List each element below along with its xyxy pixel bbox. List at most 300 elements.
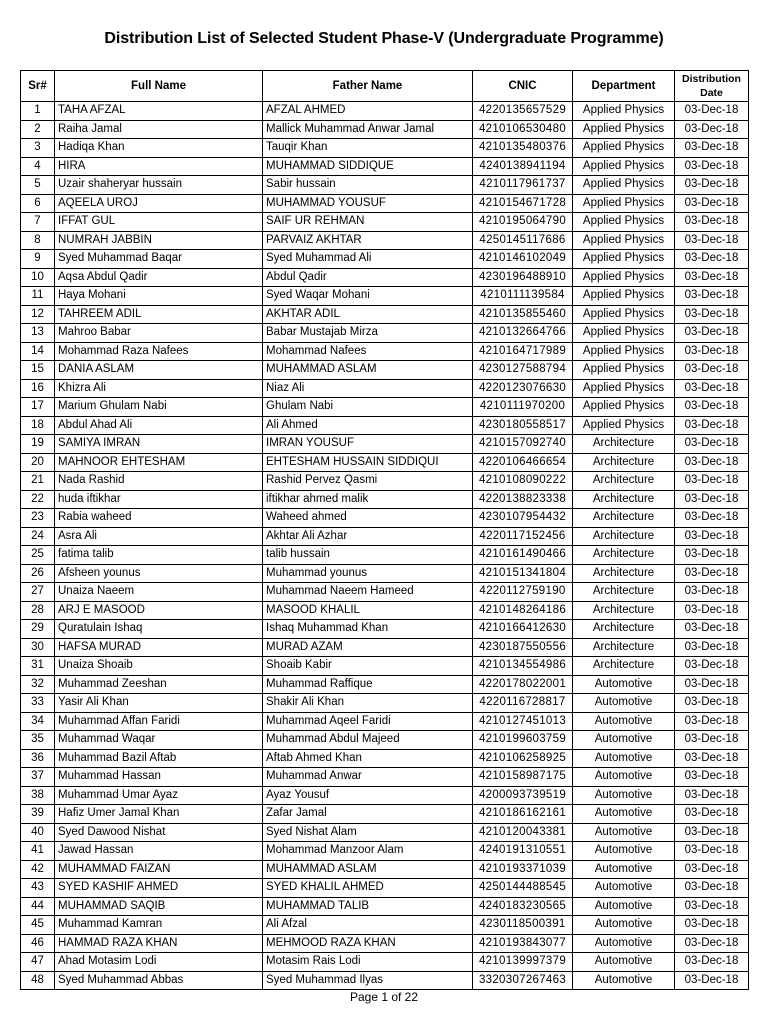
- cell-cnic: 4230107954432: [473, 509, 573, 528]
- table-row: [21, 601, 749, 620]
- cell-department: Applied Physics: [573, 324, 675, 343]
- cell-distribution-date: 03-Dec-18: [675, 823, 749, 842]
- cell-father-name: MUHAMMAD ASLAM: [263, 860, 473, 879]
- cell-full-name: Khizra Ali: [55, 379, 263, 398]
- cell-full-name: Haya Mohani: [55, 287, 263, 306]
- table-row: [21, 657, 749, 676]
- cell-sr: 4: [21, 157, 55, 176]
- cell-full-name: DANIA ASLAM: [55, 361, 263, 380]
- table-row: [21, 971, 749, 990]
- cell-sr: 23: [21, 509, 55, 528]
- table-row: [21, 842, 749, 861]
- cell-department: Applied Physics: [573, 102, 675, 121]
- cell-distribution-date: 03-Dec-18: [675, 361, 749, 380]
- table-row: [21, 176, 749, 195]
- cell-cnic: 4220116728817: [473, 694, 573, 713]
- cell-father-name: iftikhar ahmed malik: [263, 490, 473, 509]
- table-row: [21, 361, 749, 380]
- cell-full-name: Muhammad Affan Faridi: [55, 712, 263, 731]
- cell-department: Automotive: [573, 823, 675, 842]
- cell-department: Applied Physics: [573, 379, 675, 398]
- cell-cnic: 4220112759190: [473, 583, 573, 602]
- cell-cnic: 4210151341804: [473, 564, 573, 583]
- cell-sr: 48: [21, 971, 55, 990]
- cell-father-name: Zafar Jamal: [263, 805, 473, 824]
- cell-father-name: Shakir Ali Khan: [263, 694, 473, 713]
- table-row: [21, 231, 749, 250]
- cell-department: Automotive: [573, 842, 675, 861]
- cell-distribution-date: 03-Dec-18: [675, 102, 749, 121]
- cell-department: Automotive: [573, 749, 675, 768]
- column-header-distribution-date-line1: Distribution: [682, 73, 741, 85]
- cell-sr: 9: [21, 250, 55, 269]
- cell-full-name: Aqsa Abdul Qadir: [55, 268, 263, 287]
- cell-full-name: Uzair shaheryar hussain: [55, 176, 263, 195]
- table-row: [21, 712, 749, 731]
- cell-full-name: Syed Muhammad Baqar: [55, 250, 263, 269]
- cell-department: Applied Physics: [573, 157, 675, 176]
- cell-full-name: Muhammad Bazil Aftab: [55, 749, 263, 768]
- cell-distribution-date: 03-Dec-18: [675, 675, 749, 694]
- cell-sr: 25: [21, 546, 55, 565]
- cell-cnic: 4210148264186: [473, 601, 573, 620]
- cell-department: Automotive: [573, 805, 675, 824]
- cell-distribution-date: 03-Dec-18: [675, 712, 749, 731]
- column-header-father-name: Father Name: [263, 71, 473, 102]
- cell-department: Automotive: [573, 694, 675, 713]
- page-title: Distribution List of Selected Student Phase-V (Undergraduate Programme): [104, 30, 664, 47]
- cell-department: Architecture: [573, 546, 675, 565]
- cell-father-name: Mallick Muhammad Anwar Jamal: [263, 120, 473, 139]
- cell-department: Applied Physics: [573, 176, 675, 195]
- table-row: [21, 620, 749, 639]
- cell-full-name: Mahroo Babar: [55, 324, 263, 343]
- table-row: [21, 675, 749, 694]
- table-row: [21, 342, 749, 361]
- cell-cnic: 4210166412630: [473, 620, 573, 639]
- cell-full-name: MUHAMMAD SAQIB: [55, 897, 263, 916]
- cell-department: Automotive: [573, 860, 675, 879]
- cell-department: Applied Physics: [573, 287, 675, 306]
- cell-father-name: MUHAMMAD SIDDIQUE: [263, 157, 473, 176]
- cell-distribution-date: 03-Dec-18: [675, 268, 749, 287]
- cell-sr: 5: [21, 176, 55, 195]
- cell-full-name: SYED KASHIF AHMED: [55, 879, 263, 898]
- cell-sr: 38: [21, 786, 55, 805]
- cell-full-name: Abdul Ahad Ali: [55, 416, 263, 435]
- cell-sr: 3: [21, 139, 55, 158]
- cell-full-name: Muhammad Umar Ayaz: [55, 786, 263, 805]
- cell-cnic: 4220138823338: [473, 490, 573, 509]
- table-row: [21, 749, 749, 768]
- cell-department: Applied Physics: [573, 213, 675, 232]
- cell-department: Applied Physics: [573, 250, 675, 269]
- cell-department: Architecture: [573, 564, 675, 583]
- cell-distribution-date: 03-Dec-18: [675, 657, 749, 676]
- cell-sr: 18: [21, 416, 55, 435]
- cell-distribution-date: 03-Dec-18: [675, 638, 749, 657]
- cell-distribution-date: 03-Dec-18: [675, 786, 749, 805]
- cell-department: Applied Physics: [573, 139, 675, 158]
- cell-department: Automotive: [573, 971, 675, 990]
- cell-father-name: Syed Nishat Alam: [263, 823, 473, 842]
- cell-department: Automotive: [573, 934, 675, 953]
- cell-sr: 10: [21, 268, 55, 287]
- cell-father-name: Muhammad Naeem Hameed: [263, 583, 473, 602]
- cell-full-name: Quratulain Ishaq: [55, 620, 263, 639]
- cell-full-name: fatima talib: [55, 546, 263, 565]
- table-row: [21, 768, 749, 787]
- cell-distribution-date: 03-Dec-18: [675, 860, 749, 879]
- cell-distribution-date: 03-Dec-18: [675, 601, 749, 620]
- cell-distribution-date: 03-Dec-18: [675, 490, 749, 509]
- cell-cnic: 4250144488545: [473, 879, 573, 898]
- cell-father-name: Rashid Pervez Qasmi: [263, 472, 473, 491]
- cell-sr: 39: [21, 805, 55, 824]
- cell-full-name: Unaiza Shoaib: [55, 657, 263, 676]
- cell-distribution-date: 03-Dec-18: [675, 324, 749, 343]
- table-row: [21, 527, 749, 546]
- cell-sr: 28: [21, 601, 55, 620]
- cell-full-name: AQEELA UROJ: [55, 194, 263, 213]
- cell-father-name: MASOOD KHALIL: [263, 601, 473, 620]
- cell-distribution-date: 03-Dec-18: [675, 379, 749, 398]
- cell-full-name: Muhammad Kamran: [55, 916, 263, 935]
- column-header-cnic: CNIC: [473, 71, 573, 102]
- cell-cnic: 4210193371039: [473, 860, 573, 879]
- cell-cnic: 4210154671728: [473, 194, 573, 213]
- cell-distribution-date: 03-Dec-18: [675, 953, 749, 972]
- cell-sr: 26: [21, 564, 55, 583]
- cell-sr: 43: [21, 879, 55, 898]
- cell-full-name: Yasir Ali Khan: [55, 694, 263, 713]
- cell-father-name: Syed Waqar Mohani: [263, 287, 473, 306]
- cell-father-name: Ishaq Muhammad Khan: [263, 620, 473, 639]
- cell-full-name: Muhammad Hassan: [55, 768, 263, 787]
- page-footer: Page 1 of 22: [349, 990, 419, 1004]
- cell-full-name: Syed Muhammad Abbas: [55, 971, 263, 990]
- cell-distribution-date: 03-Dec-18: [675, 416, 749, 435]
- cell-sr: 11: [21, 287, 55, 306]
- cell-sr: 16: [21, 379, 55, 398]
- cell-cnic: 4210139997379: [473, 953, 573, 972]
- cell-cnic: 4230180558517: [473, 416, 573, 435]
- cell-distribution-date: 03-Dec-18: [675, 842, 749, 861]
- cell-distribution-date: 03-Dec-18: [675, 971, 749, 990]
- cell-full-name: HAFSA MURAD: [55, 638, 263, 657]
- cell-cnic: 4210193843077: [473, 934, 573, 953]
- column-header-full-name: Full Name: [55, 71, 263, 102]
- cell-department: Architecture: [573, 472, 675, 491]
- table-body: [21, 102, 749, 990]
- cell-father-name: Shoaib Kabir: [263, 657, 473, 676]
- cell-distribution-date: 03-Dec-18: [675, 157, 749, 176]
- table-row: [21, 583, 749, 602]
- cell-cnic: 4230127588794: [473, 361, 573, 380]
- cell-distribution-date: 03-Dec-18: [675, 694, 749, 713]
- cell-department: Applied Physics: [573, 305, 675, 324]
- cell-department: Architecture: [573, 583, 675, 602]
- table-row: [21, 139, 749, 158]
- cell-sr: 6: [21, 194, 55, 213]
- cell-full-name: Hadiqa Khan: [55, 139, 263, 158]
- table-row: [21, 897, 749, 916]
- table-row: [21, 268, 749, 287]
- table-row: [21, 287, 749, 306]
- cell-department: Automotive: [573, 897, 675, 916]
- cell-department: Architecture: [573, 657, 675, 676]
- cell-sr: 35: [21, 731, 55, 750]
- cell-cnic: 4210157092740: [473, 435, 573, 454]
- table-row: [21, 860, 749, 879]
- cell-cnic: 4210111970200: [473, 398, 573, 417]
- cell-cnic: 4210106258925: [473, 749, 573, 768]
- cell-full-name: Hafiz Umer Jamal Khan: [55, 805, 263, 824]
- cell-cnic: 4210164717989: [473, 342, 573, 361]
- cell-sr: 29: [21, 620, 55, 639]
- cell-sr: 32: [21, 675, 55, 694]
- cell-cnic: 4230196488910: [473, 268, 573, 287]
- cell-cnic: 4240183230565: [473, 897, 573, 916]
- cell-father-name: Niaz Ali: [263, 379, 473, 398]
- cell-father-name: Muhammad younus: [263, 564, 473, 583]
- cell-distribution-date: 03-Dec-18: [675, 120, 749, 139]
- table-row: [21, 564, 749, 583]
- cell-department: Architecture: [573, 620, 675, 639]
- cell-sr: 17: [21, 398, 55, 417]
- cell-department: Applied Physics: [573, 361, 675, 380]
- cell-distribution-date: 03-Dec-18: [675, 934, 749, 953]
- cell-sr: 14: [21, 342, 55, 361]
- cell-cnic: 4200093739519: [473, 786, 573, 805]
- cell-cnic: 4210106530480: [473, 120, 573, 139]
- cell-full-name: ARJ E MASOOD: [55, 601, 263, 620]
- cell-cnic: 4210117961737: [473, 176, 573, 195]
- cell-father-name: Abdul Qadir: [263, 268, 473, 287]
- cell-full-name: Jawad Hassan: [55, 842, 263, 861]
- cell-department: Automotive: [573, 953, 675, 972]
- cell-full-name: Asra Ali: [55, 527, 263, 546]
- cell-sr: 21: [21, 472, 55, 491]
- cell-distribution-date: 03-Dec-18: [675, 176, 749, 195]
- cell-sr: 24: [21, 527, 55, 546]
- cell-distribution-date: 03-Dec-18: [675, 398, 749, 417]
- cell-distribution-date: 03-Dec-18: [675, 250, 749, 269]
- cell-father-name: MURAD AZAM: [263, 638, 473, 657]
- cell-distribution-date: 03-Dec-18: [675, 749, 749, 768]
- cell-full-name: Muhammad Zeeshan: [55, 675, 263, 694]
- cell-sr: 33: [21, 694, 55, 713]
- cell-cnic: 4220106466654: [473, 453, 573, 472]
- cell-cnic: 4230118500391: [473, 916, 573, 935]
- cell-department: Applied Physics: [573, 231, 675, 250]
- table-row: [21, 250, 749, 269]
- cell-distribution-date: 03-Dec-18: [675, 620, 749, 639]
- cell-father-name: SYED KHALIL AHMED: [263, 879, 473, 898]
- cell-father-name: talib hussain: [263, 546, 473, 565]
- cell-full-name: MAHNOOR EHTESHAM: [55, 453, 263, 472]
- cell-distribution-date: 03-Dec-18: [675, 805, 749, 824]
- cell-full-name: Rabia waheed: [55, 509, 263, 528]
- cell-sr: 27: [21, 583, 55, 602]
- cell-cnic: 4210195064790: [473, 213, 573, 232]
- distribution-table: [20, 70, 749, 990]
- cell-cnic: 4220135657529: [473, 102, 573, 121]
- cell-father-name: Syed Muhammad Ali: [263, 250, 473, 269]
- cell-sr: 41: [21, 842, 55, 861]
- table-row: [21, 416, 749, 435]
- cell-father-name: Babar Mustajab Mirza: [263, 324, 473, 343]
- table-row: [21, 324, 749, 343]
- cell-distribution-date: 03-Dec-18: [675, 527, 749, 546]
- cell-father-name: Ali Ahmed: [263, 416, 473, 435]
- table-row: [21, 453, 749, 472]
- table-row: [21, 731, 749, 750]
- cell-father-name: Akhtar Ali Azhar: [263, 527, 473, 546]
- cell-full-name: huda iftikhar: [55, 490, 263, 509]
- cell-department: Architecture: [573, 601, 675, 620]
- table-row: [21, 102, 749, 121]
- cell-sr: 12: [21, 305, 55, 324]
- cell-full-name: TAHREEM ADIL: [55, 305, 263, 324]
- cell-cnic: 4220117152456: [473, 527, 573, 546]
- cell-distribution-date: 03-Dec-18: [675, 139, 749, 158]
- table-row: [21, 490, 749, 509]
- cell-department: Architecture: [573, 638, 675, 657]
- cell-full-name: HAMMAD RAZA KHAN: [55, 934, 263, 953]
- cell-father-name: PARVAIZ AKHTAR: [263, 231, 473, 250]
- cell-cnic: 4210146102049: [473, 250, 573, 269]
- cell-sr: 1: [21, 102, 55, 121]
- cell-father-name: Muhammad Anwar: [263, 768, 473, 787]
- table-row: [21, 305, 749, 324]
- cell-cnic: 4210111139584: [473, 287, 573, 306]
- cell-distribution-date: 03-Dec-18: [675, 287, 749, 306]
- cell-department: Applied Physics: [573, 268, 675, 287]
- cell-father-name: AFZAL AHMED: [263, 102, 473, 121]
- cell-distribution-date: 03-Dec-18: [675, 768, 749, 787]
- cell-sr: 20: [21, 453, 55, 472]
- cell-distribution-date: 03-Dec-18: [675, 897, 749, 916]
- cell-sr: 47: [21, 953, 55, 972]
- cell-department: Automotive: [573, 786, 675, 805]
- cell-sr: 36: [21, 749, 55, 768]
- cell-full-name: MUHAMMAD FAIZAN: [55, 860, 263, 879]
- cell-distribution-date: 03-Dec-18: [675, 194, 749, 213]
- cell-sr: 40: [21, 823, 55, 842]
- cell-full-name: Nada Rashid: [55, 472, 263, 491]
- cell-full-name: Muhammad Waqar: [55, 731, 263, 750]
- cell-department: Automotive: [573, 879, 675, 898]
- cell-cnic: 4230187550556: [473, 638, 573, 657]
- cell-father-name: Aftab Ahmed Khan: [263, 749, 473, 768]
- cell-cnic: 4210127451013: [473, 712, 573, 731]
- cell-distribution-date: 03-Dec-18: [675, 453, 749, 472]
- cell-father-name: Tauqir Khan: [263, 139, 473, 158]
- cell-cnic: 4210108090222: [473, 472, 573, 491]
- column-header-distribution-date: [675, 71, 749, 102]
- cell-department: Automotive: [573, 712, 675, 731]
- column-header-distribution-date-line2: Date: [700, 87, 723, 99]
- cell-sr: 22: [21, 490, 55, 509]
- cell-cnic: 4220178022001: [473, 675, 573, 694]
- cell-distribution-date: 03-Dec-18: [675, 879, 749, 898]
- cell-department: Applied Physics: [573, 342, 675, 361]
- table-row: [21, 157, 749, 176]
- cell-father-name: MUHAMMAD TALIB: [263, 897, 473, 916]
- cell-department: Automotive: [573, 916, 675, 935]
- cell-distribution-date: 03-Dec-18: [675, 305, 749, 324]
- cell-father-name: MUHAMMAD YOUSUF: [263, 194, 473, 213]
- table-row: [21, 120, 749, 139]
- cell-sr: 8: [21, 231, 55, 250]
- cell-sr: 19: [21, 435, 55, 454]
- cell-department: Architecture: [573, 490, 675, 509]
- cell-distribution-date: 03-Dec-18: [675, 231, 749, 250]
- cell-cnic: 4210132664766: [473, 324, 573, 343]
- column-header-sr: Sr#: [21, 71, 55, 102]
- table-row: [21, 379, 749, 398]
- cell-sr: 42: [21, 860, 55, 879]
- cell-department: Architecture: [573, 453, 675, 472]
- cell-father-name: Muhammad Abdul Majeed: [263, 731, 473, 750]
- cell-cnic: 4210135480376: [473, 139, 573, 158]
- cell-sr: 30: [21, 638, 55, 657]
- table-row: [21, 934, 749, 953]
- cell-distribution-date: 03-Dec-18: [675, 509, 749, 528]
- cell-sr: 46: [21, 934, 55, 953]
- cell-full-name: Marium Ghulam Nabi: [55, 398, 263, 417]
- table-row: [21, 879, 749, 898]
- cell-full-name: NUMRAH JABBIN: [55, 231, 263, 250]
- cell-department: Applied Physics: [573, 194, 675, 213]
- table-row: [21, 805, 749, 824]
- cell-distribution-date: 03-Dec-18: [675, 731, 749, 750]
- cell-cnic: 4210199603759: [473, 731, 573, 750]
- cell-father-name: EHTESHAM HUSSAIN SIDDIQUI: [263, 453, 473, 472]
- table-row: [21, 213, 749, 232]
- cell-father-name: Muhammad Aqeel Faridi: [263, 712, 473, 731]
- cell-department: Automotive: [573, 768, 675, 787]
- cell-cnic: 4210186162161: [473, 805, 573, 824]
- cell-distribution-date: 03-Dec-18: [675, 583, 749, 602]
- cell-father-name: Sabir hussain: [263, 176, 473, 195]
- cell-sr: 37: [21, 768, 55, 787]
- cell-cnic: 4210120043381: [473, 823, 573, 842]
- cell-cnic: 4220123076630: [473, 379, 573, 398]
- cell-distribution-date: 03-Dec-18: [675, 564, 749, 583]
- cell-full-name: SAMIYA IMRAN: [55, 435, 263, 454]
- cell-sr: 44: [21, 897, 55, 916]
- cell-cnic: 4240138941194: [473, 157, 573, 176]
- table-row: [21, 823, 749, 842]
- cell-cnic: 4250145117686: [473, 231, 573, 250]
- table-row: [21, 194, 749, 213]
- cell-sr: 45: [21, 916, 55, 935]
- table-header-row: [21, 71, 749, 102]
- cell-father-name: MUHAMMAD ASLAM: [263, 361, 473, 380]
- cell-father-name: Ali Afzal: [263, 916, 473, 935]
- cell-distribution-date: 03-Dec-18: [675, 916, 749, 935]
- cell-father-name: Waheed ahmed: [263, 509, 473, 528]
- cell-father-name: IMRAN YOUSUF: [263, 435, 473, 454]
- cell-full-name: Ahad Motasim Lodi: [55, 953, 263, 972]
- cell-cnic: 4210161490466: [473, 546, 573, 565]
- cell-distribution-date: 03-Dec-18: [675, 213, 749, 232]
- cell-sr: 7: [21, 213, 55, 232]
- cell-cnic: 3320307267463: [473, 971, 573, 990]
- cell-department: Applied Physics: [573, 416, 675, 435]
